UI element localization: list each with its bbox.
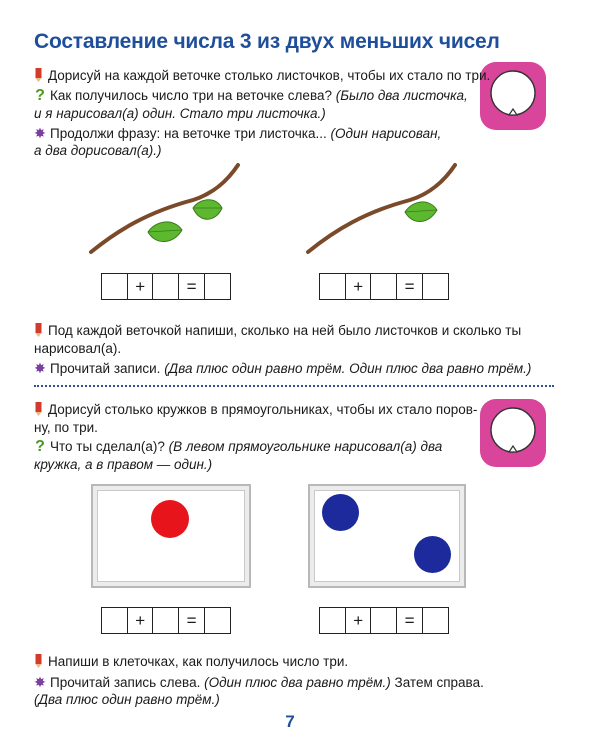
star-icon: ✸ bbox=[34, 360, 46, 376]
page-title: Составление числа 3 из двух меньших чисел bbox=[34, 30, 500, 53]
equals-sign: = bbox=[178, 607, 205, 634]
answer-cell[interactable] bbox=[152, 273, 179, 300]
answer-cell[interactable] bbox=[204, 607, 231, 634]
section-divider bbox=[34, 385, 554, 387]
star-icon: ✸ bbox=[34, 125, 46, 141]
instruction-line: Дорисуй столько кружков в прямоугольниках, чтобы их стало поров- bbox=[34, 401, 477, 419]
plus-sign: + bbox=[345, 273, 372, 300]
question-answer-line: кружка, а в правом — один.) bbox=[34, 457, 213, 472]
answer-cell[interactable] bbox=[101, 607, 128, 634]
plus-sign: + bbox=[127, 273, 154, 300]
answer-cell[interactable] bbox=[204, 273, 231, 300]
star-icon: ✸ bbox=[34, 674, 46, 690]
answer-cell[interactable] bbox=[370, 607, 397, 634]
answer-cell[interactable] bbox=[422, 607, 449, 634]
equals-sign: = bbox=[396, 607, 423, 634]
blue-circle bbox=[322, 494, 359, 531]
answer-cell[interactable] bbox=[370, 273, 397, 300]
rectangle-right[interactable] bbox=[308, 484, 466, 588]
equation-boxes-right bbox=[319, 273, 448, 301]
page-number: 7 bbox=[285, 712, 295, 731]
equation-boxes-right bbox=[319, 607, 448, 635]
instruction-line: Под каждой веточкой напиши, сколько на ней было листочков и сколько ты bbox=[34, 322, 521, 340]
star-answer-line: (Два плюс один равно трём.) bbox=[34, 692, 220, 707]
question-icon: ? bbox=[35, 87, 45, 104]
star-line: ✸ Продолжи фразу: на веточке три листочка... (Один нарисован, bbox=[34, 125, 442, 141]
balloon-badge-icon bbox=[478, 397, 548, 469]
rectangle-left[interactable] bbox=[91, 484, 251, 588]
equals-sign: = bbox=[178, 273, 205, 300]
branch-right-image bbox=[305, 160, 465, 260]
question-answer-line: и я нарисовал(а) один. Стало три листочка.) bbox=[34, 106, 326, 121]
plus-sign: + bbox=[127, 607, 154, 634]
pencil-icon bbox=[34, 68, 43, 82]
pencil-icon bbox=[34, 323, 43, 337]
equation-boxes-left bbox=[101, 607, 230, 635]
question-icon: ? bbox=[35, 438, 45, 455]
question-line: ? Как получилось число три на веточке слева? (Было два листочка, bbox=[35, 87, 468, 104]
pencil-icon bbox=[34, 654, 43, 668]
instruction-line: Напиши в клеточках, как получилось число три. bbox=[34, 653, 348, 671]
star-answer-line: а два дорисовал(а).) bbox=[34, 143, 162, 158]
equation-boxes-left bbox=[101, 273, 230, 301]
star-line: ✸ Прочитай запись слева. (Один плюс два равно трём.) Затем справа. bbox=[34, 674, 484, 690]
answer-cell[interactable] bbox=[101, 273, 128, 300]
plus-sign: + bbox=[345, 607, 372, 634]
answer-cell[interactable] bbox=[422, 273, 449, 300]
answer-cell[interactable] bbox=[152, 607, 179, 634]
answer-cell[interactable] bbox=[319, 273, 346, 300]
question-line: ? Что ты сделал(а)? (В левом прямоугольнике нарисовал(а) два bbox=[35, 438, 443, 455]
branch-left-image bbox=[88, 160, 248, 260]
star-line: ✸ Прочитай записи. (Два плюс один равно трём. Один плюс два равно трём.) bbox=[34, 360, 532, 376]
pencil-icon bbox=[34, 402, 43, 416]
red-circle bbox=[151, 500, 189, 538]
instruction-line-cont: ну, по три. bbox=[34, 420, 98, 435]
answer-cell[interactable] bbox=[319, 607, 346, 634]
instruction-line-cont: нарисовал(а). bbox=[34, 341, 122, 356]
blue-circle bbox=[414, 536, 451, 573]
equals-sign: = bbox=[396, 273, 423, 300]
instruction-line: Дорисуй на каждой веточке столько листочков, чтобы их стало по три. bbox=[34, 67, 490, 85]
